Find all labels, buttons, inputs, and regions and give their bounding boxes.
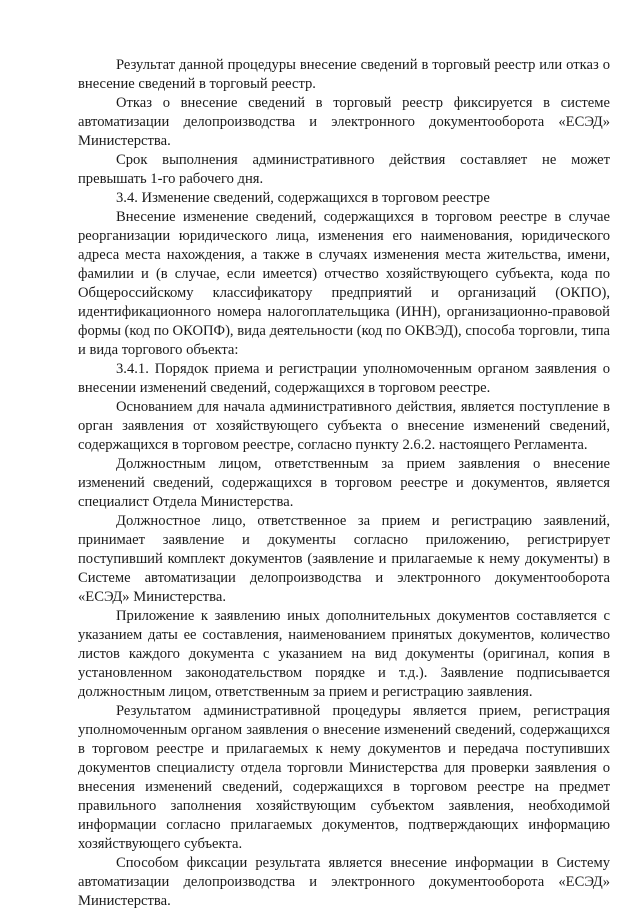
paragraph-registration: Должностное лицо, ответственное за прием и регистрацию заявлений, принимает заявление и документы согласно приложению, регистрирует поступивший комплект документов (заявление и прилагаемые к нему документы) в Системе автоматизации делопроизводства и электронного документооборота «ЕСЭД» Министерства. <box>78 513 610 605</box>
paragraph-3-4-1-procedure: 3.4.1. Порядок приема и регистрации уполномоченным органом заявления о внесении изменений сведений, содержащихся в торговом реестре. <box>78 361 610 396</box>
paragraph-refusal-recording: Отказ о внесение сведений в торговый реестр фиксируется в системе автоматизации делопроизводства и электронного документооборота «ЕСЭД» Министерства. <box>78 95 610 149</box>
paragraph-result: Результатом административной процедуры является прием, регистрация уполномоченным органом заявления о внесение изменений сведений, содержащихся в торговом реестре и прилагаемых к нему документов и передача поступивших документов специалисту отдела торговли Министерства для проверки заявления о внесения изменений сведений, содержащихся в торговом реестре на предмет правильного заполнения хозяйствующим субъектом заявления, необходимой информации согласно прилагаемых документов, подтверждающих информацию хозяйствующего субъекта. <box>78 703 610 852</box>
paragraph-change-cases: Внесение изменение сведений, содержащихся в торговом реестре в случае реорганизации юридического лица, изменения его наименования, юридического адреса места нахождения, а также в случаях изменения места жительства, имени, фамилии и (в случае, если имеется) отчество хозяйствующего субъекта, кода по Общероссийскому классификатору предприятий и организаций (ОКПО), идентификационного номера налогоплательщика (ИНН), организационно-правовой формы (код по ОКОПФ), вида деятельности (код по ОКВЭД), способа торговли, типа и вида торгового объекта: <box>78 209 610 358</box>
paragraph-action-deadline: Срок выполнения административного действия составляет не может превышать 1-го рабочего дня. <box>78 152 610 187</box>
paragraph-procedure-result: Результат данной процедуры внесение сведений в торговый реестр или отказ о внесение сведений в торговый реестр. <box>78 57 610 92</box>
paragraph-result-fixation: Способом фиксации результата является внесение информации в Систему автоматизации делопроизводства и электронного документооборота «ЕСЭД» Министерства. <box>78 855 610 909</box>
paragraph-responsible-official: Должностным лицом, ответственным за прием заявления о внесение изменений сведений, содержащихся в торговом реестре и документов, является специалист Отдела Министерства. <box>78 456 610 510</box>
paragraph-basis: Основанием для начала административного действия, является поступление в орган заявления от хозяйствующего субъекта о внесение изменений сведений, содержащихся в торговом реестре, согласно пункту 2.6.2. настоящего Регламента. <box>78 399 610 453</box>
document-page <box>78 56 610 911</box>
section-heading-3-4: 3.4. Изменение сведений, содержащихся в торговом реестре <box>116 190 490 206</box>
paragraph-attachment: Приложение к заявлению иных дополнительных документов составляется с указанием даты ее составления, наименованием принятых документов, количество листов каждого документа с указанием на вид документы (оригинал, копия в установленном законодательством порядке и т.д.). Заявление подписывается должностным лицом, ответственным за прием и регистрацию заявления. <box>78 608 610 700</box>
